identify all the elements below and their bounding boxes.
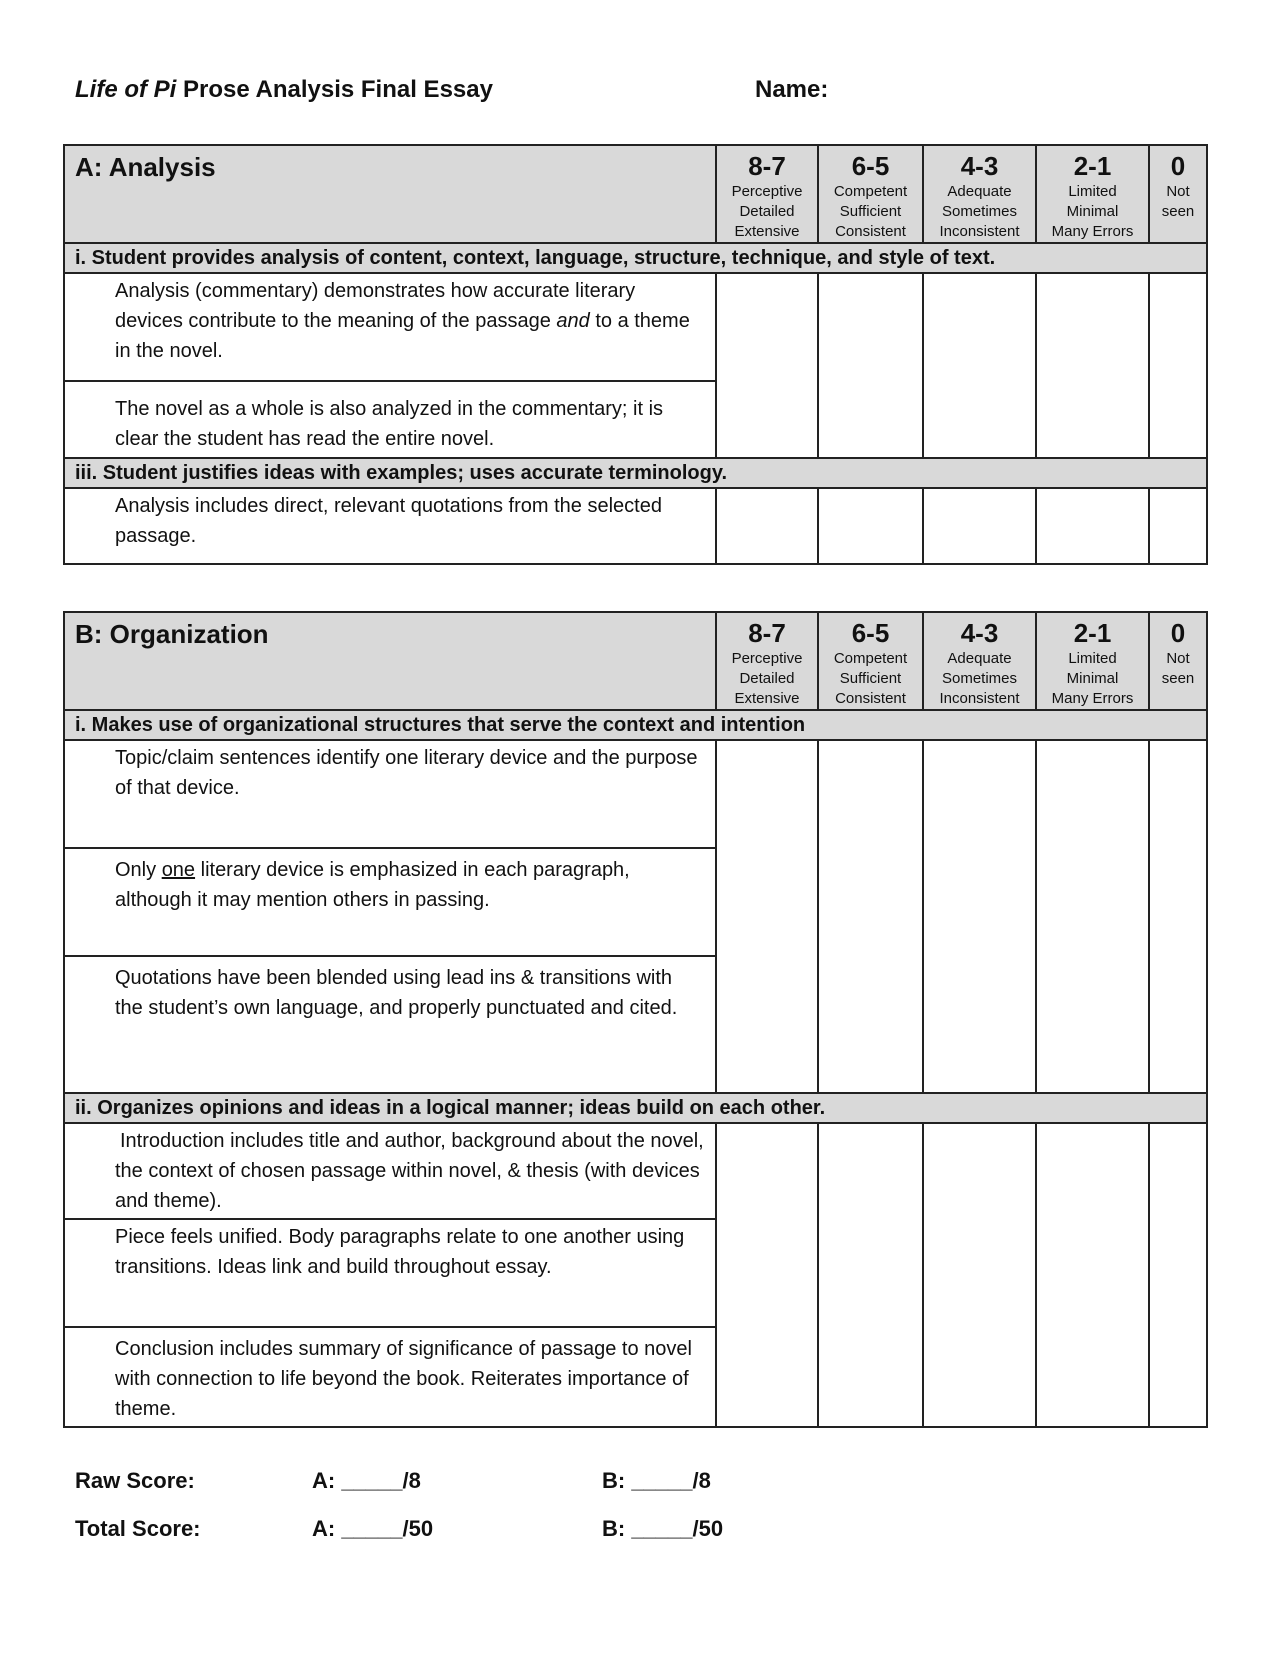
criterion-row xyxy=(64,243,1207,273)
score-desc: Perceptive xyxy=(731,183,803,200)
score-desc: Limited xyxy=(1068,650,1117,667)
descriptor-emphasis: and xyxy=(556,310,590,332)
criterion-row xyxy=(64,1093,1207,1123)
descriptor-a-3: Analysis includes direct, relevant quotations from the selected passage. xyxy=(64,488,716,564)
score-range: 4-3 xyxy=(960,618,999,648)
score-desc: Adequate xyxy=(947,183,1012,200)
score-col-4-3 xyxy=(923,612,1036,710)
descriptor-row xyxy=(64,1123,1207,1219)
score-box[interactable] xyxy=(716,273,818,458)
score-desc: Limited xyxy=(1068,183,1117,200)
score-desc: Many Errors xyxy=(1051,223,1134,240)
descriptor-a-2: The novel as a whole is also analyzed in the commentary; it is clear the student has read the entire novel. xyxy=(64,381,716,458)
score-col-4-3 xyxy=(923,145,1036,243)
score-range: 8-7 xyxy=(748,618,786,648)
criterion-row xyxy=(64,458,1207,488)
score-desc: Not xyxy=(1166,183,1190,200)
score-box[interactable] xyxy=(923,488,1036,564)
score-box[interactable] xyxy=(716,740,818,1093)
raw-score-line xyxy=(75,1468,1075,1516)
score-desc: seen xyxy=(1161,203,1195,220)
analysis-header-row xyxy=(64,145,1207,243)
raw-score-b[interactable]: B: _____/8 xyxy=(602,1468,711,1493)
score-col-2-1 xyxy=(1036,145,1149,243)
section-a-title: A: Analysis xyxy=(64,145,716,243)
score-desc: Many Errors xyxy=(1051,690,1134,707)
score-box[interactable] xyxy=(1036,1123,1149,1427)
score-desc: Extensive xyxy=(734,690,800,707)
score-desc: Consistent xyxy=(835,690,906,707)
raw-score-label: Raw Score: xyxy=(75,1468,195,1493)
descriptor-text: Only xyxy=(115,859,162,881)
descriptor-text: Analysis (commentary) demonstrates how accurate literary devices contribute to the meaning of the passage xyxy=(115,280,636,332)
document-header xyxy=(75,76,1205,116)
score-range: 0 xyxy=(1170,618,1186,648)
score-box[interactable] xyxy=(818,488,923,564)
score-desc: Minimal xyxy=(1066,670,1119,687)
score-range: 8-7 xyxy=(748,151,786,181)
descriptor-row xyxy=(64,740,1207,848)
total-score-b[interactable]: B: _____/50 xyxy=(602,1516,724,1541)
score-desc: Perceptive xyxy=(731,650,803,667)
score-box[interactable] xyxy=(818,1123,923,1427)
score-col-2-1 xyxy=(1036,612,1149,710)
score-desc: Competent xyxy=(833,650,908,667)
score-desc: Competent xyxy=(833,183,908,200)
score-range: 2-1 xyxy=(1073,151,1112,181)
total-score-label: Total Score: xyxy=(75,1516,201,1541)
descriptor-b-3: Quotations have been blended using lead ins & transitions with the student’s own language, and properly punctuated and cited. xyxy=(64,956,716,1093)
score-box[interactable] xyxy=(716,488,818,564)
score-col-0 xyxy=(1149,145,1207,243)
descriptor-b-6: Conclusion includes summary of significance of passage to novel with connection to life beyond the book. Reiterates importance of theme. xyxy=(64,1327,716,1427)
score-box[interactable] xyxy=(1149,1123,1207,1427)
score-box[interactable] xyxy=(923,740,1036,1093)
score-col-6-5 xyxy=(818,612,923,710)
title-rest: Prose Analysis Final Essay xyxy=(183,76,493,103)
score-desc: Sometimes xyxy=(941,670,1018,687)
total-score-line xyxy=(75,1516,1075,1564)
score-box[interactable] xyxy=(1149,740,1207,1093)
criterion-a-i: i. Student provides analysis of content, context, language, structure, technique, and style of text. xyxy=(64,243,1207,273)
score-range: 2-1 xyxy=(1073,618,1112,648)
descriptor-a-1 xyxy=(64,273,716,381)
score-desc: Detailed xyxy=(739,670,795,687)
descriptor-row xyxy=(64,488,1207,564)
descriptor-text: Introduction includes title and author, background about the novel, the context of chosen passage within novel, & thesis (with devices and theme). xyxy=(115,1130,704,1212)
score-desc: Not xyxy=(1166,650,1190,667)
criterion-b-ii: ii. Organizes opinions and ideas in a logical manner; ideas build on each other. xyxy=(64,1093,1207,1123)
organization-rubric-table xyxy=(63,611,1208,1428)
descriptor-b-4 xyxy=(64,1123,716,1219)
score-desc: Detailed xyxy=(739,203,795,220)
score-desc: seen xyxy=(1161,670,1195,687)
raw-score-a[interactable]: A: _____/8 xyxy=(312,1468,421,1493)
score-col-8-7 xyxy=(716,145,818,243)
section-b-title: B: Organization xyxy=(64,612,716,710)
total-score-a[interactable]: A: _____/50 xyxy=(312,1516,434,1541)
descriptor-b-2 xyxy=(64,848,716,956)
score-desc: Consistent xyxy=(835,223,906,240)
score-box[interactable] xyxy=(1149,273,1207,458)
criterion-row xyxy=(64,710,1207,740)
score-desc: Sufficient xyxy=(839,203,902,220)
score-range: 4-3 xyxy=(960,151,999,181)
descriptor-b-5: Piece feels unified. Body paragraphs relate to one another using transitions. Ideas link and build throughout essay. xyxy=(64,1219,716,1327)
score-box[interactable] xyxy=(923,273,1036,458)
score-box[interactable] xyxy=(818,740,923,1093)
score-col-8-7 xyxy=(716,612,818,710)
title-italic: Life of Pi xyxy=(75,76,177,103)
descriptor-text: to a theme in the novel. xyxy=(115,310,690,362)
analysis-rubric-table xyxy=(63,144,1208,565)
score-desc: Sufficient xyxy=(839,670,902,687)
score-box[interactable] xyxy=(923,1123,1036,1427)
score-desc: Inconsistent xyxy=(939,223,1020,240)
score-range: 6-5 xyxy=(851,618,890,648)
score-box[interactable] xyxy=(1036,740,1149,1093)
score-box[interactable] xyxy=(1036,488,1149,564)
score-desc: Extensive xyxy=(734,223,800,240)
score-col-0 xyxy=(1149,612,1207,710)
score-desc: Inconsistent xyxy=(939,690,1020,707)
descriptor-b-1: Topic/claim sentences identify one literary device and the purpose of that device. xyxy=(64,740,716,848)
score-desc: Adequate xyxy=(947,650,1012,667)
score-range: 6-5 xyxy=(851,151,890,181)
score-box[interactable] xyxy=(716,1123,818,1427)
descriptor-row xyxy=(64,273,1207,381)
score-range: 0 xyxy=(1170,151,1186,181)
score-desc: Minimal xyxy=(1066,203,1119,220)
descriptor-text: literary device is emphasized in each paragraph, although it may mention others in passing. xyxy=(115,859,630,911)
criterion-a-iii: iii. Student justifies ideas with examples; uses accurate terminology. xyxy=(64,458,1207,488)
name-label: Name: xyxy=(755,76,829,103)
score-desc: Sometimes xyxy=(941,203,1018,220)
organization-header-row xyxy=(64,612,1207,710)
descriptor-emphasis: one xyxy=(161,859,196,881)
score-box[interactable] xyxy=(1036,273,1149,458)
score-box[interactable] xyxy=(1149,488,1207,564)
document-title xyxy=(75,76,493,104)
score-box[interactable] xyxy=(818,273,923,458)
criterion-b-i: i. Makes use of organizational structures that serve the context and intention xyxy=(64,710,1207,740)
score-summary xyxy=(75,1468,1075,1564)
score-col-6-5 xyxy=(818,145,923,243)
